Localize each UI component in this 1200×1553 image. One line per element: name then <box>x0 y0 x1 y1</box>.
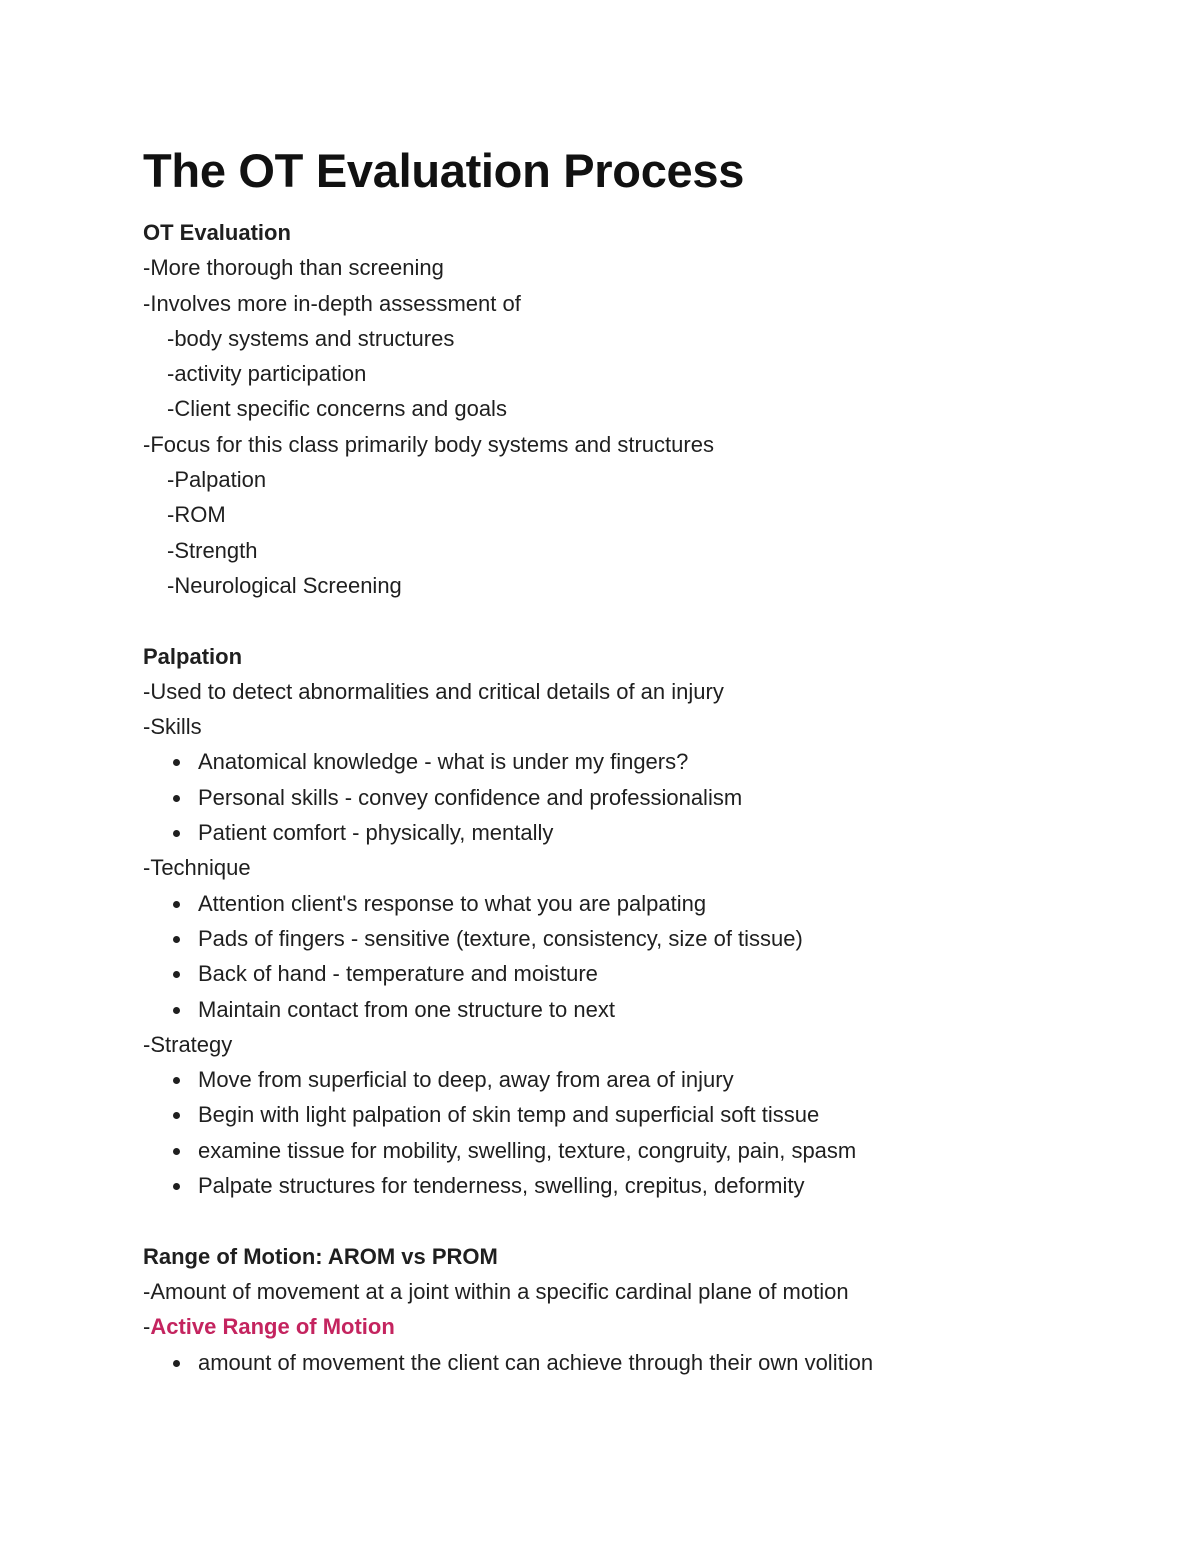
strategy-bullet: Begin with light palpation of skin temp and superficial soft tissue <box>143 1097 1123 1132</box>
technique-label: -Technique <box>143 855 251 881</box>
assessment-item: -body systems and structures <box>167 325 455 351</box>
palpation-section <box>143 639 1123 1204</box>
focus-item: -Neurological Screening <box>167 572 402 598</box>
strategy-bullet: examine tissue for mobility, swelling, texture, congruity, pain, spasm <box>143 1133 1123 1168</box>
skills-label: -Skills <box>143 714 202 740</box>
arom-dash: - <box>143 1314 151 1340</box>
evaluation-section <box>143 215 1123 603</box>
skills-bullet: Patient comfort - physically, mentally <box>143 815 1123 850</box>
skills-bullet: Personal skills - convey confidence and professionalism <box>143 780 1123 815</box>
evaluation-heading: OT Evaluation <box>143 220 291 245</box>
technique-bullet: Maintain contact from one structure to next <box>143 992 1123 1027</box>
strategy-bullet: Move from superficial to deep, away from area of injury <box>143 1062 1123 1097</box>
palpation-intro: -Used to detect abnormalities and critical details of an injury <box>143 678 724 704</box>
technique-bullet: Pads of fingers - sensitive (texture, consistency, size of tissue) <box>143 921 1123 956</box>
rom-heading: Range of Motion: AROM vs PROM <box>143 1243 498 1269</box>
rom-definition: -Amount of movement at a joint within a specific cardinal plane of motion <box>143 1278 849 1304</box>
strategy-bullet: Palpate structures for tenderness, swelling, crepitus, deformity <box>143 1168 1123 1203</box>
evaluation-focus: -Focus for this class primarily body systems and structures <box>143 431 714 457</box>
focus-item: -ROM <box>167 502 226 528</box>
technique-bullet: Attention client's response to what you are palpating <box>143 886 1123 921</box>
focus-item: -Strength <box>167 537 258 563</box>
palpation-heading: Palpation <box>143 643 243 669</box>
assessment-item: -activity participation <box>167 361 367 387</box>
document-page <box>143 140 1123 1380</box>
page-title: The OT Evaluation Process <box>143 144 745 197</box>
technique-bullet: Back of hand - temperature and moisture <box>143 956 1123 991</box>
strategy-label: -Strategy <box>143 1031 233 1057</box>
arom-label: Active Range of Motion <box>150 1314 395 1340</box>
assessment-item: -Client specific concerns and goals <box>167 396 507 422</box>
evaluation-line: -Involves more in-depth assessment of <box>143 290 521 316</box>
evaluation-line: -More thorough than screening <box>143 255 444 281</box>
skills-bullet: Anatomical knowledge - what is under my fingers? <box>143 744 1123 779</box>
rom-section <box>143 1239 1123 1380</box>
arom-bullet: amount of movement the client can achieve through their own volition <box>143 1345 1123 1380</box>
arom-line <box>143 1309 1123 1344</box>
focus-item: -Palpation <box>167 467 267 493</box>
